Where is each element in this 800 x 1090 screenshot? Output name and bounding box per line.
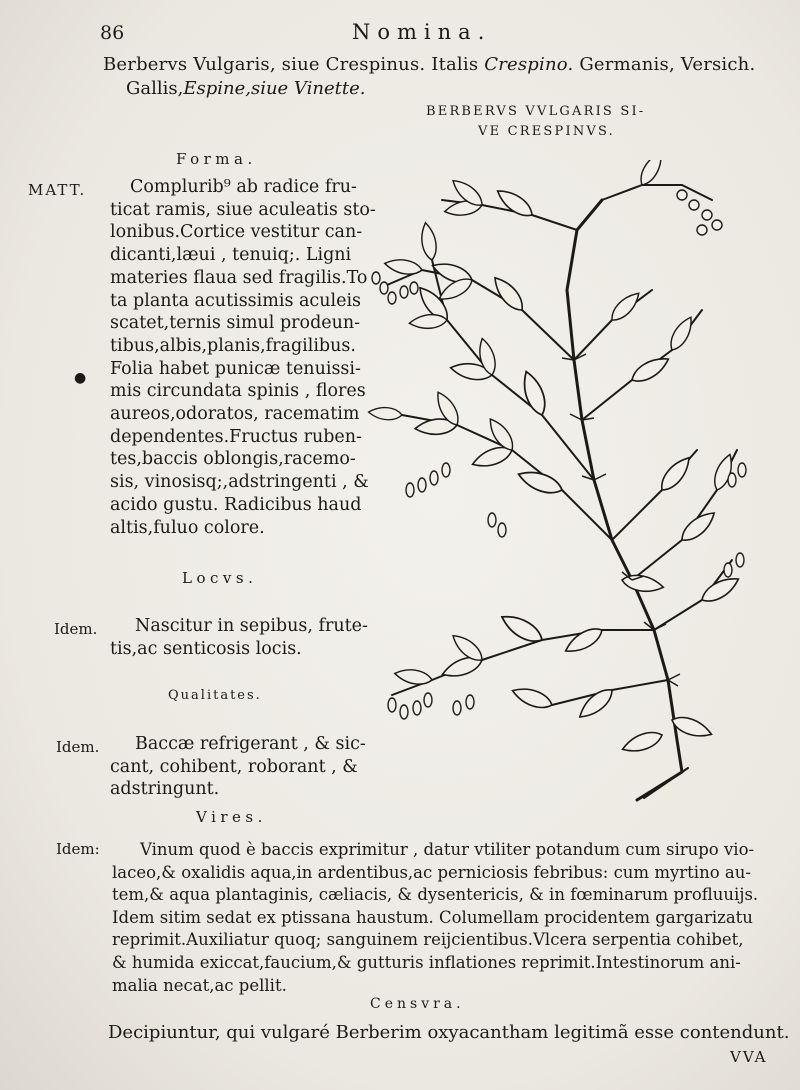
section-heading-locus: Locvs. bbox=[182, 569, 258, 587]
text-line: tem,& aqua plantaginis, cæliacis, & dysentericis, & in fœminarum profluuijs. bbox=[112, 885, 759, 905]
margin-note-matt: MATT. bbox=[28, 181, 87, 199]
barberry-woodcut-illustration bbox=[362, 160, 762, 810]
names-line-1-suffix: Germanis, Versich. bbox=[579, 54, 756, 75]
text-line: adstringunt. bbox=[110, 779, 220, 800]
figure-caption-line-1: BERBERVS VVLGARIS SI- bbox=[426, 104, 646, 119]
text-line: cant, cohibent, roborant , & bbox=[110, 756, 358, 777]
margin-note-idem: Idem. bbox=[54, 620, 98, 638]
text-line: aureos,odoratos, racematim bbox=[110, 404, 360, 425]
names-line-1-prefix: Berbervs Vulgaris, siue Crespinus. Italis bbox=[103, 54, 479, 75]
margin-note-idem: Idem: bbox=[56, 840, 100, 858]
locus-text bbox=[110, 615, 368, 660]
text-line: laceo,& oxalidis aqua,in ardentibus,ac perniciosis febribus: cum myrtino au- bbox=[112, 862, 751, 882]
names-line-2-prefix: Gallis, bbox=[126, 78, 184, 99]
text-line: Nascitur in sepibus, frute- bbox=[135, 616, 368, 636]
section-heading-forma: Forma. bbox=[176, 150, 257, 168]
section-heading-vires: Vires. bbox=[196, 808, 267, 826]
margin-note-idem: Idem. bbox=[56, 738, 100, 756]
text-line: Vinum quod è baccis exprimitur , datur vtiliter potandum cum sirupo vio- bbox=[140, 840, 755, 859]
catchword: VVA bbox=[730, 1048, 768, 1066]
text-line: Idem sitim sedat ex ptissana haustum. Columellam procidentem gargarizatu bbox=[112, 907, 753, 927]
margin-dot: ● bbox=[74, 370, 87, 386]
text-line: Folia habet punicæ tenuissi- bbox=[110, 358, 361, 379]
text-line: dicanti,læui , tenuiq;. Ligni bbox=[110, 245, 352, 266]
text-line: sis, vinosisq;,adstringenti , & bbox=[110, 472, 369, 493]
text-line: tibus,albis,planis,fragilibus. bbox=[110, 335, 356, 356]
text-line: lonibus.Cortice vestitur can- bbox=[110, 222, 363, 243]
section-heading-censura: Censvra. bbox=[370, 996, 465, 1012]
running-title: Nomina. bbox=[352, 20, 492, 44]
text-line: ta planta acutissimis aculeis bbox=[110, 290, 362, 311]
text-line: materies flaua sed fragilis.To bbox=[110, 267, 368, 288]
names-line-1 bbox=[103, 54, 755, 75]
text-line: tes,baccis oblongis,racemo- bbox=[110, 449, 356, 470]
censura-text: Decipiuntur, qui vulgaré Berberim oxyacantham legitimã esse contendunt. bbox=[108, 1022, 790, 1043]
text-line: ticat ramis, siue aculeatis sto- bbox=[110, 199, 376, 220]
text-line: mis circundata spinis , flores bbox=[110, 381, 366, 402]
names-italian: Crespino. bbox=[484, 54, 574, 75]
text-line: Baccæ refrigerant , & sic- bbox=[135, 734, 366, 754]
page-number: 86 bbox=[100, 22, 125, 44]
text-line: & humida exiccat,faucium,& gutturis inflationes reprimit.Intestinorum ani- bbox=[112, 952, 741, 972]
text-line: acido gustu. Radicibus haud bbox=[110, 494, 362, 515]
names-line-2 bbox=[126, 78, 365, 99]
text-line: reprimit.Auxiliatur quoq; sanguinem reijcientibus.Vlcera serpentia cohibet, bbox=[112, 930, 744, 950]
text-line: scatet,ternis simul prodeun- bbox=[110, 313, 361, 334]
figure-caption-line-2: VE CRESPINVS. bbox=[478, 124, 615, 139]
text-line: tis,ac senticosis locis. bbox=[110, 638, 302, 659]
text-line: dependentes.Fructus ruben- bbox=[110, 426, 362, 447]
forma-text bbox=[110, 176, 376, 539]
section-heading-qualitates: Qualitates. bbox=[168, 688, 262, 703]
text-line: altis,fuluo colore. bbox=[110, 517, 265, 538]
qualitates-text bbox=[110, 733, 366, 801]
names-french: Espine,siue Vinette. bbox=[183, 78, 366, 99]
text-line: Complurib⁹ ab radice fru- bbox=[130, 177, 357, 197]
text-line: malia necat,ac pellit. bbox=[112, 975, 287, 995]
vires-text bbox=[112, 839, 758, 997]
